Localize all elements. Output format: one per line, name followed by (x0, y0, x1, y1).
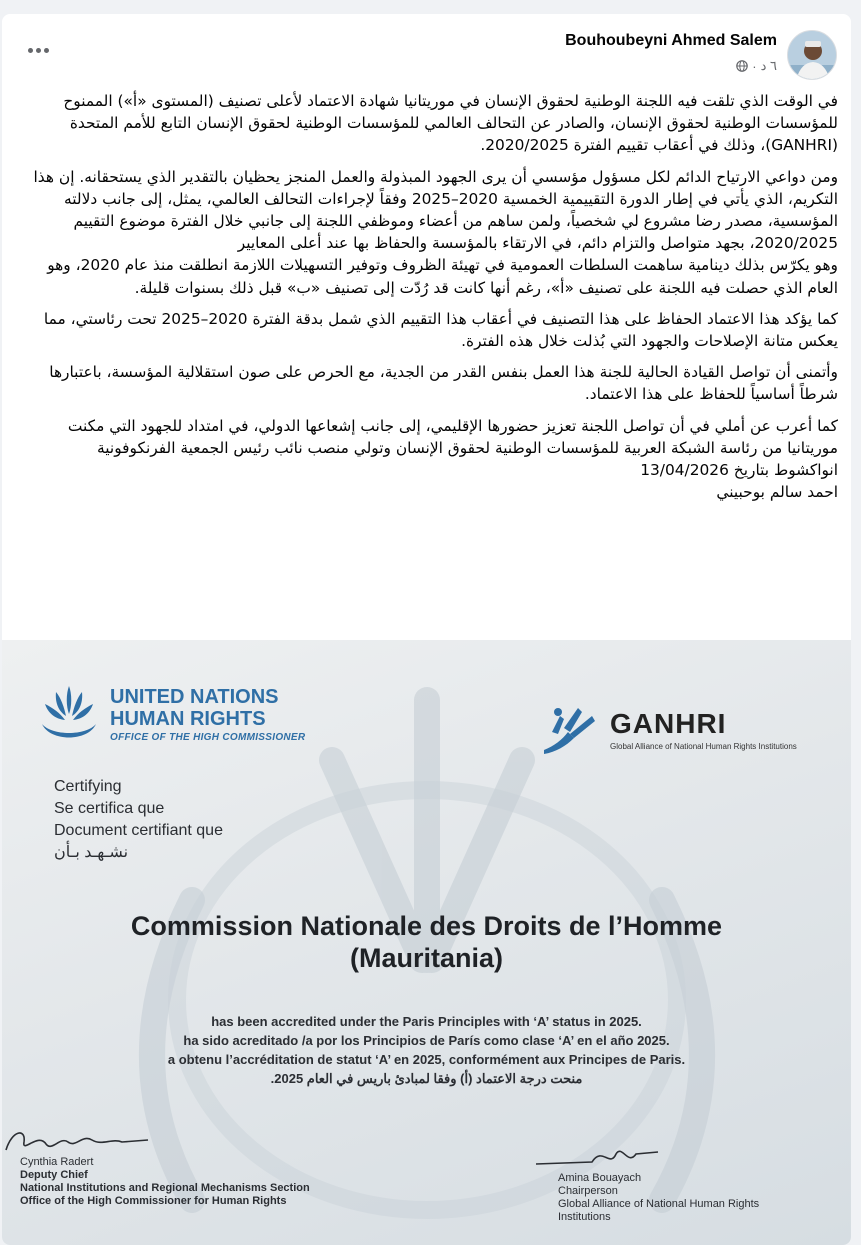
more-options-button[interactable] (22, 40, 54, 60)
post-paragraph: ومن دواعي الارتياح الدائم لكل مسؤول مؤسسي أن يرى الجهود المبذولة والعمل المنجز يحظيان بالتقدير الذي يستحقانه. إن هذا التكريم، الذي يأتي في إطار الدورة التقييمية الخمسية 2020–2025 وفقاً لإجراءات التحالف العالمي، يمثل، إلى جانب دلالته المؤسسية، مصدر رضا مشروع لي شخصياً، ولمن ساهم من أعضاء وموظفي اللجنة إلى جانبي خلال الفترة موضوع التقييم 2020/2025، بجهد متواصل والتزام دائم، في الارتقاء بالمؤسسة والحفاظ بها عند أعلى المعايير (33, 167, 838, 253)
post-paragraph: كما أعرب عن أملي في أن تواصل اللجنة تعزيز حضورها الإقليمي، إلى جانب إشعاعها الدولي، في امتداد للجهود التي مكنت موريتانيا من رئاسة الشبكة العربية للمؤسسات الوطنية لحقوق الإنسان وتولي منصب نائب رئيس الجمعية الفرنكوفونية (67, 416, 838, 457)
institution-name: Commission Nationale des Droits de l’Homme (130, 911, 723, 941)
right-signatory-org-1: Global Alliance of National Human Rights (558, 1198, 760, 1210)
post-place-date: انواكشوط بتاريخ 13/04/2026 (640, 461, 838, 480)
institution-country: (Mauritania) (349, 943, 503, 973)
post-photo[interactable] (2, 640, 851, 1245)
right-signatory (558, 1172, 759, 1224)
un-office-subtitle: OFFICE OF THE HIGH COMMISSIONER (110, 732, 306, 743)
post-paragraph: وهو يكرّس بذلك دينامية ساهمت السلطات العمومية في تهيئة الظروف وتوفير التسهيلات اللازمة انطلقت منذ عام 2020، وهو العام الذي حصلت فيه اللجنة على تصنيف «أ»، رغم أنها كانت قد رُدّت إلى تصنيف «ب» قبل ذلك بسنوات قليلة. (47, 256, 838, 297)
avatar-image (788, 31, 837, 80)
author-name-link[interactable]: Bouhoubeyni Ahmed Salem (565, 32, 777, 49)
ganhri-name: GANHRI (610, 708, 727, 739)
right-signatory-name: Amina Bouayach (558, 1172, 642, 1184)
globe-icon[interactable] (736, 60, 748, 72)
ganhri-hand-icon (534, 702, 600, 758)
accreditation-ar: منحت درجة الاعتماد (أ) وفقا لمبادئ باريس في العام 2025. (270, 1071, 583, 1086)
post-paragraph: كما يؤكد هذا الاعتماد الحفاظ على هذا التصنيف في أعقاب هذا التقييم الذي شمل بدقة الفترة 2020–2025 تحت رئاستي، مما يعكس متانة الإصلاحات والجهود التي بُذلت خلال هذه الفترة. (43, 309, 838, 351)
left-signatory (20, 1156, 310, 1208)
right-signature-mark (532, 1140, 662, 1170)
post-signature: احمد سالم بوحبيني (716, 483, 838, 502)
post-paragraph: وأتمنى أن تواصل القيادة الحالية للجنة هذا العمل بنفس القدر من الجدية، مع الحرص على صون استقلالية المؤسسة، باعتبارها شرطاً أساسياً للحفاظ على هذا الاعتماد. (49, 363, 838, 404)
post-timestamp-link[interactable]: ٦ د (760, 58, 777, 73)
left-signatory-org-1: National Institutions and Regional Mechanisms Section (20, 1182, 310, 1194)
author-avatar[interactable] (787, 30, 837, 80)
accreditation-en: has been accredited under the Paris Principles with ‘A’ status in 2025. (211, 1014, 642, 1029)
post-body (16, 90, 838, 503)
certifying-en: Certifying (54, 778, 122, 795)
certifying-lines (54, 776, 223, 864)
more-dot-icon (44, 48, 49, 53)
accreditation-fr: a obtenu l’accréditation de statut ‘A’ en 2025, conformément aux Principes de Paris. (167, 1052, 686, 1067)
left-signatory-org-2: Office of the High Commissioner for Human Rights (20, 1195, 287, 1207)
ganhri-full-name: Global Alliance of National Human Rights Institutions (610, 742, 797, 751)
certifying-es: Se certifica que (54, 800, 165, 817)
certifying-fr: Document certifiant que (54, 822, 223, 839)
more-dot-icon (28, 48, 33, 53)
left-signatory-title: Deputy Chief (20, 1169, 88, 1181)
facebook-post (2, 14, 851, 1245)
post-meta (736, 58, 777, 74)
post-header (2, 14, 851, 86)
right-signatory-title: Chairperson (558, 1185, 618, 1197)
more-dot-icon (36, 48, 41, 53)
post-paragraph: في الوقت الذي تلقت فيه اللجنة الوطنية لحقوق الإنسان في موريتانيا شهادة الاعتماد لأعلى تصنيف (المستوى «أ») الممنوح للمؤسسات الوطنية لحقوق الإنسان، والصادر عن التحالف العالمي للمؤسسات الوطنية لحقوق الإنسان التابع للأمم المتحدة (GANHRI)، وذلك في أعقاب تقييم الفترة 2020/2025. (63, 92, 838, 155)
un-title (110, 686, 279, 730)
left-signature-mark (2, 1124, 152, 1158)
right-signatory-org-2: Institutions (558, 1211, 611, 1223)
un-line-2: HUMAN RIGHTS (110, 708, 266, 730)
separator-dot: · (752, 58, 757, 74)
left-signatory-name: Cynthia Radert (20, 1156, 94, 1168)
un-line-1: UNITED NATIONS (110, 686, 279, 708)
certifying-ar: نشـهـد بـأن (54, 844, 129, 861)
accreditation-es: ha sido acreditado /a por los Principios de París como clase ‘A’ en el año 2025. (183, 1033, 670, 1048)
un-human-rights-emblem (36, 680, 102, 752)
